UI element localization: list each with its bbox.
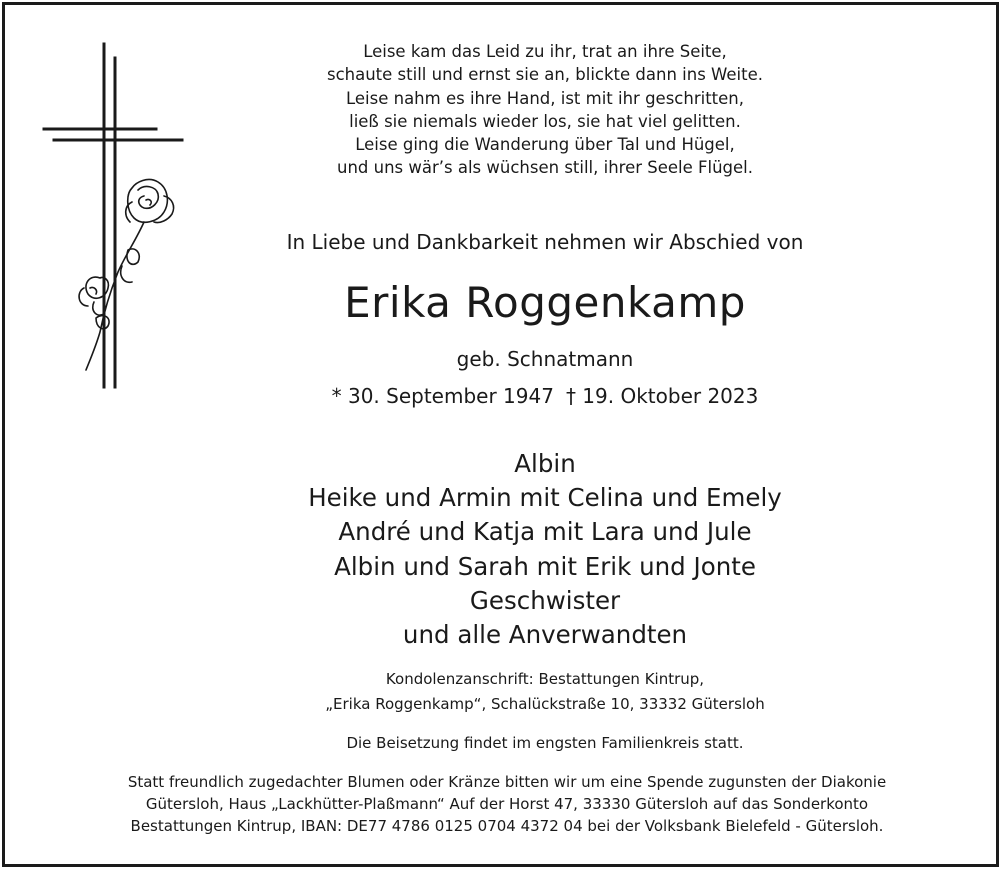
mourner-line: Albin	[514, 449, 576, 478]
mourners-list	[45, 447, 1000, 652]
poem-line: Leise kam das Leid zu ihr, trat an ihre Seite,	[363, 42, 727, 61]
poem	[45, 40, 1000, 180]
farewell-line: In Liebe und Dankbarkeit nehmen wir Abschied von	[286, 230, 804, 254]
birth-date: * 30. September 1947	[331, 384, 554, 408]
life-dates	[45, 384, 1000, 408]
mourner-line: Geschwister	[469, 585, 621, 615]
poem-line: Leise nahm es ihre Hand, ist mit ihr geschritten,	[345, 88, 744, 108]
donation-line: Bestattungen Kintrup, IBAN: DE77 4786 0125 0704 4372 04 bei der Volksbank Bielefeld - Gütersloh.	[130, 817, 884, 835]
mourner-line: Albin und Sarah mit Erik und Jonte	[334, 551, 756, 581]
mourner-line: Heike und Armin mit Celina und Emely	[308, 483, 782, 513]
deceased-name: Erika Roggenkamp	[344, 278, 746, 327]
condolence-line: Kondolenzanschrift: Bestattungen Kintrup,	[385, 670, 705, 688]
poem-line: und uns wär’s als wüchsen still, ihrer Seele Flügel.	[336, 158, 754, 178]
mourner-line: André und Katja mit Lara und Jule	[338, 517, 752, 547]
donation-request	[7, 771, 1000, 837]
funeral-note: Die Beisetzung findet im engsten Familienkreis statt.	[346, 734, 744, 752]
donation-line: Gütersloh, Haus „Lackhütter-Plaßmann“ Auf der Horst 47, 33330 Gütersloh auf das Sonderkonto	[145, 795, 869, 813]
death-date: † 19. Oktober 2023	[565, 384, 759, 408]
poem-line: Leise ging die Wanderung über Tal und Hügel,	[355, 135, 735, 155]
condolence-line: „Erika Roggenkamp“, Schalückstraße 10, 33332 Gütersloh	[325, 695, 765, 713]
condolence-address	[45, 667, 1000, 717]
poem-line: ließ sie niemals wieder los, sie hat viel gelitten.	[349, 111, 741, 131]
donation-line: Statt freundlich zugedachter Blumen oder Kränze bitten wir um eine Spende zugunsten der Diakonie	[127, 773, 887, 791]
mourner-line: und alle Anverwandten	[402, 619, 688, 649]
poem-line: schaute still und ernst sie an, blickte dann ins Weite.	[326, 65, 764, 85]
birth-name: geb. Schnatmann	[456, 347, 634, 371]
